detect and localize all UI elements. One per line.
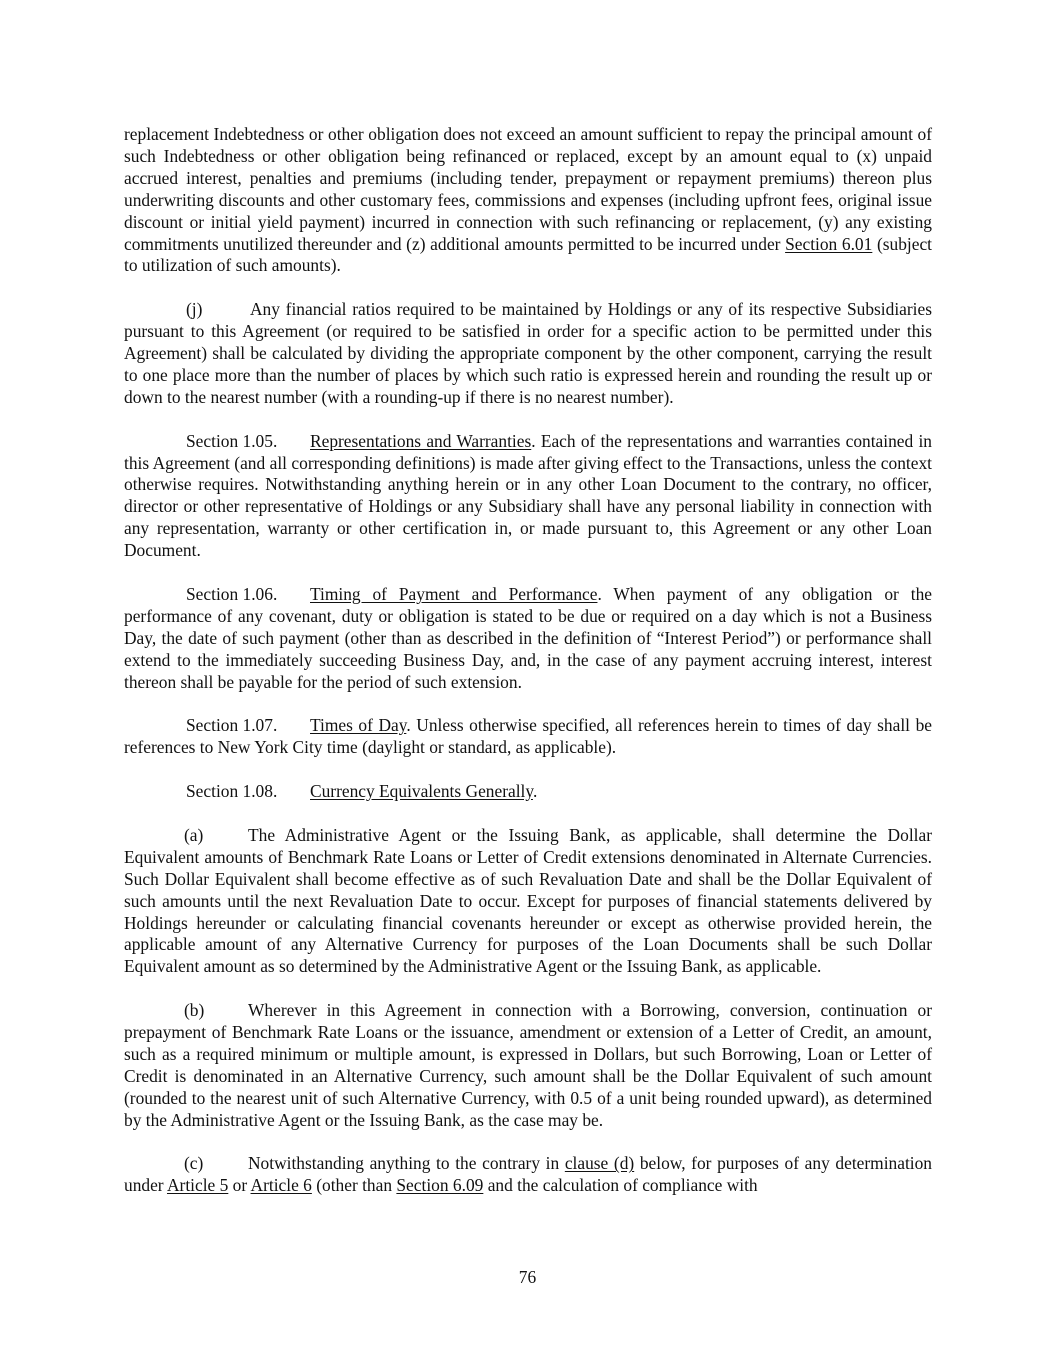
section-1-08 bbox=[124, 781, 932, 803]
section-text: . When payment of any obligation or the performance of any covenant, duty or obligation is stated to be due or required on a day which is not a Business Day, the date of such payment (other than as described in the definition of “Interest Period”) or performance shall extend to the immediately succeeding Business Day, and, in the case of any payment accruing interest, interest thereon shall be payable for the period of such extension. bbox=[124, 583, 932, 692]
clause-label: (b) bbox=[184, 1000, 205, 1021]
clause-c bbox=[124, 1153, 932, 1197]
section-1-05 bbox=[124, 431, 932, 562]
clause-label: (a) bbox=[184, 824, 204, 845]
clause-text: and the calculation of compliance with bbox=[483, 1175, 758, 1196]
document-page bbox=[124, 124, 932, 1219]
section-number: Section 1.07. bbox=[186, 715, 278, 736]
section-heading: Times of Day bbox=[310, 715, 407, 736]
clause-text: The Administrative Agent or the Issuing Bank, as applicable, shall determine the Dollar Equivalent amounts of Benchmark Rate Loans or Letter of Credit extensions denominated in Alternate Currencies. Such Dollar Equivalent shall become effective as of such Revaluation Date and shall be the Dollar Equivalent of such amounts until the next Revaluation Date to occur. Except for purposes of financial statements delivered by Holdings hereunder or calculating financial covenants hereunder or except as otherwise provided herein, the applicable amount of any Alternative Currency for purposes of the Loan Documents shall be such Dollar Equivalent amount as so determined by the Administrative Agent or the Issuing Bank, as applicable. bbox=[124, 824, 932, 977]
article-reference-link: Article 6 bbox=[250, 1175, 312, 1196]
paragraph-continuation bbox=[124, 124, 932, 277]
clause-text: Any financial ratios required to be maintained by Holdings or any of its respective Subsidiaries pursuant to this Agreement (or required to be satisfied in order for a specific action to be permitted under this Agreement) shall be calculated by dividing the appropriate component by the other component, carrying the result to one place more than the number of places by which such ratio is expressed herein and rounding the result up or down to the nearest number (with a rounding-up if there is no nearest number). bbox=[124, 299, 932, 407]
clause-text: Wherever in this Agreement in connection with a Borrowing, conversion, continuation or prepayment of Benchmark Rate Loans or the issuance, amendment or extension of a Letter of Credit, an amount, such as a required minimum or multiple amount, is expressed in Dollars, but such Borrowing, Loan or Letter of Credit is denominated in an Alternative Currency, such amount shall be the Dollar Equivalent of such amount (rounded to the nearest unit of such Alternative Currency, with 0.5 of a unit being rounded upward), as determined by the Administrative Agent or the Issuing Bank, as the case may be. bbox=[124, 1000, 932, 1130]
paragraph-text: replacement Indebtedness or other obligation does not exceed an amount sufficient to repay the principal amount of such Indebtedness or other obligation being refinanced or replaced, except by an amount equal to (x) unpaid accrued interest, penalties and premiums (including tender, prepayment or repayment premiums) thereon plus underwriting discounts and other customary fees, commissions and expenses (including upfront fees, original issue discount or initial yield payment) incurred in connection with such refinancing or replacement, (y) any existing commitments unutilized thereunder and (z) additional amounts permitted to be incurred under bbox=[124, 124, 932, 254]
section-text: . Each of the representations and warranties contained in this Agreement (and all corresponding definitions) is made after giving effect to the Transactions, unless the context otherwise requires. Notwithstanding anything herein or in any other Loan Document to the contrary, no officer, director or other representative of Holdings or any Subsidiary shall have any personal liability in connection with any representation, warranty or other certification in, or made pursuant to, this Agreement or any other Loan Document. bbox=[124, 430, 932, 561]
section-number: Section 1.06. bbox=[186, 583, 278, 604]
clause-text: Notwithstanding anything to the contrary in bbox=[248, 1153, 565, 1174]
clause-a bbox=[124, 825, 932, 978]
clause-text: (other than bbox=[311, 1175, 397, 1196]
section-number: Section 1.05. bbox=[186, 430, 278, 451]
section-reference-link: Section 6.01 bbox=[785, 233, 873, 254]
clause-reference-link: clause (d) bbox=[564, 1153, 635, 1174]
clause-label: (j) bbox=[186, 299, 203, 320]
section-reference-link: Section 6.09 bbox=[396, 1175, 484, 1196]
clause-text: or bbox=[228, 1175, 251, 1196]
section-text: . bbox=[532, 781, 538, 802]
clause-label: (c) bbox=[184, 1153, 204, 1174]
clause-text: below, for purposes of any determination under bbox=[124, 1153, 932, 1196]
paragraph-text: (subject to utilization of such amounts). bbox=[124, 233, 933, 276]
section-heading: Timing of Payment and Performance bbox=[310, 583, 598, 604]
clause-b bbox=[124, 1000, 932, 1131]
clause-j bbox=[124, 299, 932, 409]
page-number: 76 bbox=[518, 1267, 537, 1287]
section-1-07 bbox=[124, 715, 932, 759]
section-heading: Representations and Warranties bbox=[310, 430, 532, 451]
section-text: . Unless otherwise specified, all references herein to times of day shall be references to New York City time (daylight or standard, as applicable). bbox=[124, 715, 932, 758]
section-1-06 bbox=[124, 584, 932, 694]
section-heading: Currency Equivalents Generally bbox=[310, 781, 533, 802]
section-number: Section 1.08. bbox=[186, 781, 278, 802]
article-reference-link: Article 5 bbox=[166, 1175, 229, 1196]
